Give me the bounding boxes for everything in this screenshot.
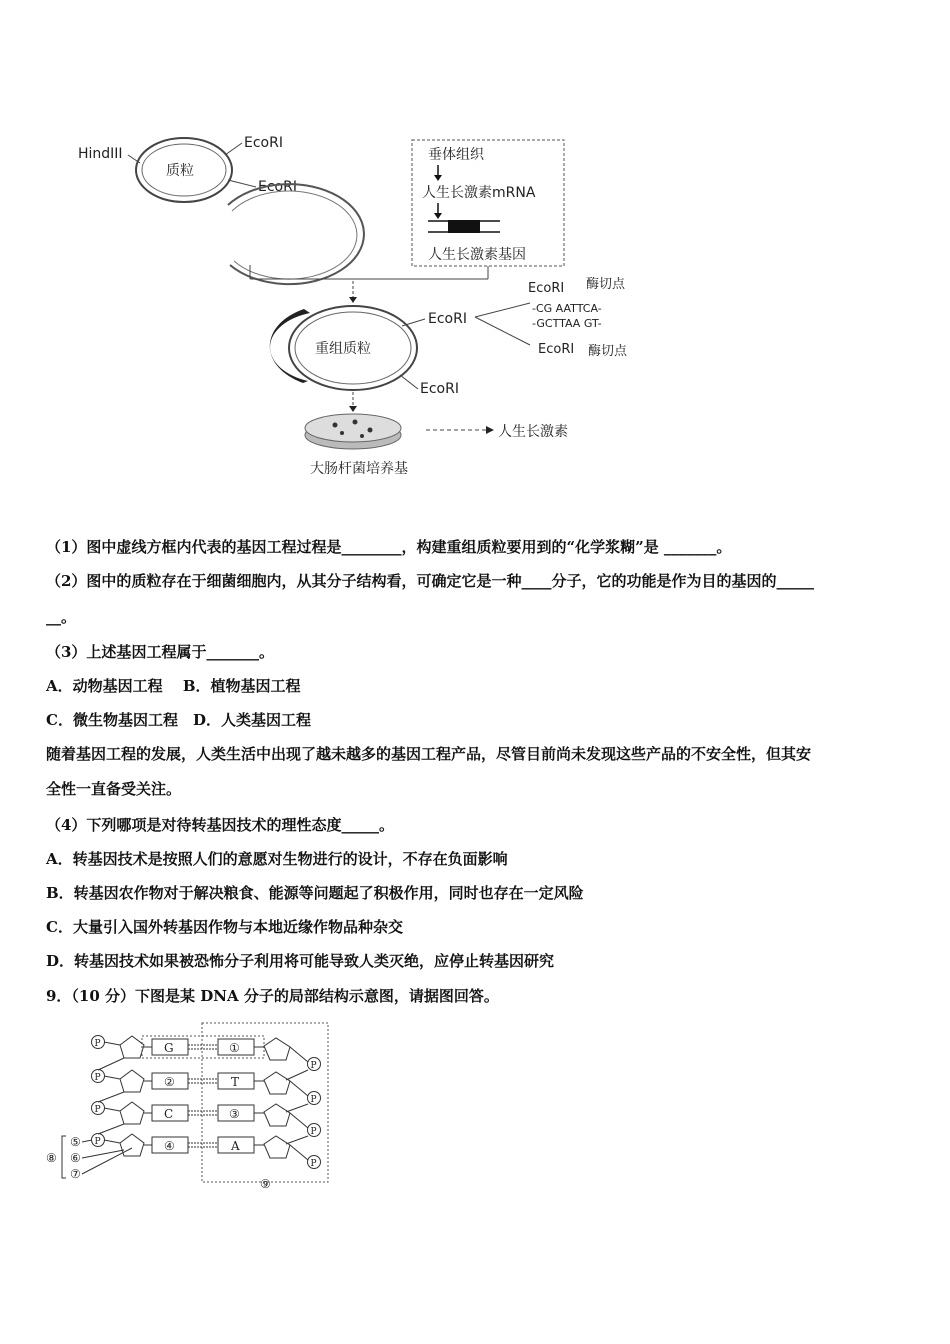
base-right-4: A — [231, 1139, 240, 1153]
base-right-2: T — [231, 1075, 240, 1089]
hormone-label: 人生长激素 — [498, 424, 568, 440]
phosphate-right-1: P — [310, 1061, 317, 1071]
phosphate-left-4: P — [94, 1137, 101, 1147]
base-right-3: ③ — [229, 1107, 240, 1121]
question-3-options-cd: C．微生物基因工程 D．人类基因工程 — [46, 711, 311, 729]
genetic-engineering-diagram — [70, 125, 670, 485]
paragraph-line2: 全性一直备受关注。 — [46, 780, 182, 798]
label-5: ⑤ — [70, 1135, 81, 1149]
label-9: ⑨ — [260, 1177, 271, 1190]
base-left-2: ② — [164, 1075, 175, 1089]
question-4-option-b: B．转基因农作物对于解决粮食、能源等问题起了积极作用，同时也存在一定风险 — [46, 884, 584, 902]
cut-site-label-top: 酶切点 — [586, 277, 626, 292]
cut-site-sequence — [528, 276, 628, 359]
question-2-line1: （2）图中的质粒存在于细菌细胞内，从其分子结构看，可确定它是一种____分子，它的功能是作为目的基因的_____ — [46, 572, 814, 590]
recombinant-plasmid — [270, 303, 530, 397]
ecori-label-top1: EcoRI — [244, 135, 283, 151]
question-9: 9．（10 分）下图是某 DNA 分子的局部结构示意图，请据图回答。 — [46, 987, 499, 1005]
dashed-box — [412, 140, 564, 266]
phosphate-left-3: P — [94, 1105, 101, 1115]
ecori-seq-label-bottom: EcoRI — [538, 342, 575, 357]
paragraph-line1: 随着基因工程的发展，人类生活中出现了越未越多的基因工程产品，尽管目前尚未发现这些产品的不安全性，但其安 — [46, 745, 812, 763]
left-strand — [92, 1036, 153, 1157]
gene-label: 人生长激素基因 — [428, 247, 526, 263]
base-left-4: ④ — [164, 1139, 175, 1153]
ecori-label-top2: EcoRI — [258, 179, 297, 195]
label-7: ⑦ — [70, 1167, 81, 1181]
phosphate-left-1: P — [94, 1039, 101, 1049]
recombinant-label: 重组质粒 — [315, 341, 371, 357]
ecori-label-mid: EcoRI — [428, 311, 467, 327]
phosphate-right-4: P — [310, 1159, 317, 1169]
cut-site-label-bottom: 酶切点 — [588, 344, 628, 359]
sequence-bottom: -GCTTAA GT- — [532, 317, 602, 330]
base-right-1: ① — [229, 1041, 240, 1055]
base-pairs — [152, 1039, 254, 1153]
label-6: ⑥ — [70, 1151, 81, 1165]
sequence-top: -CG AATTCA- — [532, 302, 602, 315]
dna-structure-diagram — [42, 1020, 342, 1190]
question-4: （4）下列哪项是对待转基因技术的理性态度_____。 — [46, 816, 394, 834]
question-1: （1）图中虚线方框内代表的基因工程过程是________，构建重组质粒要用到的“化学浆糊”是 _______。 — [46, 538, 732, 556]
phosphate-left-2: P — [94, 1073, 101, 1083]
hindiii-label: HindIII — [78, 146, 123, 162]
question-4-option-d: D．转基因技术如果被恐怖分子利用将可能导致人类灭绝，应停止转基因研究 — [46, 952, 555, 970]
label-8: ⑧ — [46, 1151, 57, 1165]
question-3-options-ab: A．动物基因工程 B．植物基因工程 — [46, 677, 301, 695]
medium-label: 大肠杆菌培养基 — [310, 461, 408, 477]
base-left-1: G — [164, 1041, 174, 1055]
plasmid-diagram — [78, 135, 297, 202]
question-4-option-a: A．转基因技术是按照人们的意愿对生物进行的设计，不存在负面影响 — [46, 850, 508, 868]
petri-dish — [305, 414, 401, 449]
pituitary-label: 垂体组织 — [428, 147, 484, 163]
phosphate-right-3: P — [310, 1127, 317, 1137]
question-2-line2: __。 — [46, 608, 77, 626]
phosphate-right-2: P — [310, 1095, 317, 1105]
mrna-label: 人生长激素mRNA — [422, 185, 536, 201]
question-3: （3）上述基因工程属于_______。 — [46, 643, 274, 661]
base-left-3: C — [164, 1107, 174, 1121]
ecori-label-bottom: EcoRI — [420, 381, 459, 397]
ecori-seq-label-top: EcoRI — [528, 281, 565, 296]
plasmid-label: 质粒 — [166, 163, 194, 179]
question-4-option-c: C．大量引入国外转基因作物与本地近缘作物品种杂交 — [46, 918, 403, 936]
